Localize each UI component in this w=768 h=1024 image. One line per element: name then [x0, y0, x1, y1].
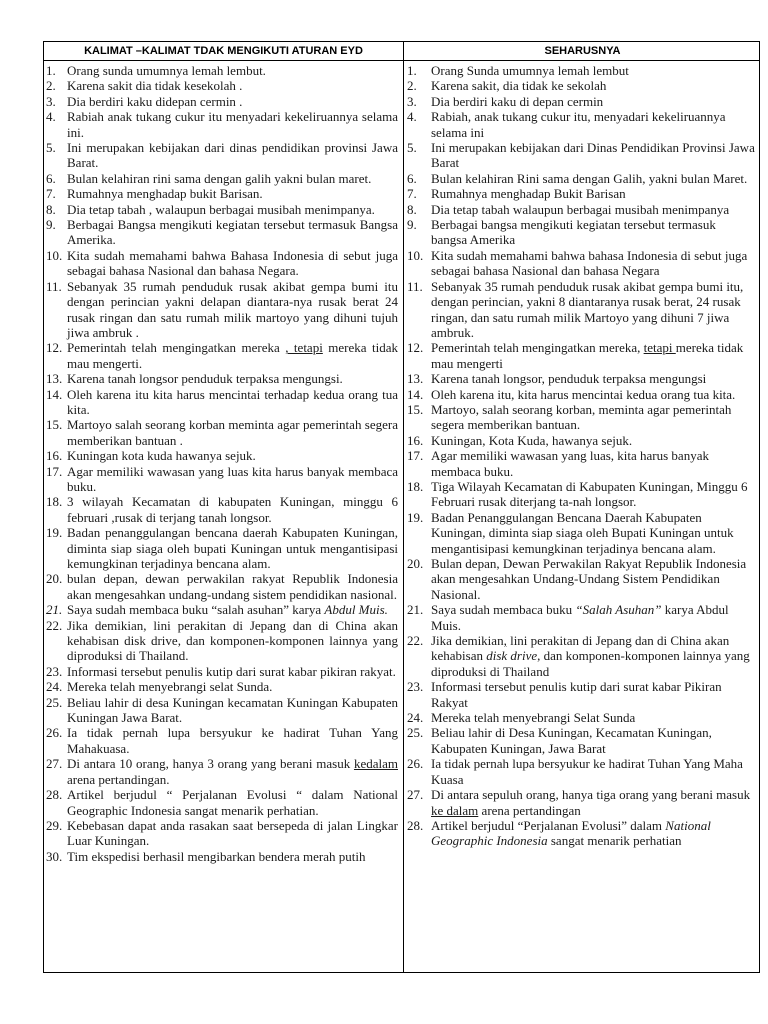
- item-number: 2.: [407, 78, 417, 94]
- text-run: Kita sudah memahami bahwa Bahasa Indonesia di sebut juga sebagai bahasa Nasional dan bahasa Negara.: [67, 247, 398, 279]
- text-run: Berbagai bangsa mengikuti kegiatan tersebut termasuk bangsa Amerika: [431, 217, 716, 248]
- text-run: Ia tidak pernah lupa bersyukur ke hadirat Tuhan Yang Maha Kuasa: [431, 756, 743, 787]
- text-run: Tiga Wilayah Kecamatan di Kabupaten Kuningan, Minggu 6 Februari rusak diterjang ta-nah longsor.: [431, 478, 748, 510]
- item-number: 15.: [46, 417, 63, 433]
- item-number: 13.: [407, 371, 424, 387]
- correct-sentence-item: [407, 710, 755, 725]
- item-number: 11.: [407, 278, 423, 294]
- incorrect-sentence-item: [46, 63, 398, 78]
- item-number: 8.: [46, 201, 56, 217]
- correct-sentence-item: [407, 94, 755, 109]
- text-run: Agar memiliki wawasan yang luas kita harus banyak membaca buku.: [67, 463, 398, 494]
- item-text: [67, 217, 398, 248]
- item-number: 1.: [407, 63, 417, 78]
- text-run: lini perakitan di Jepang dan di China akan kehabisan disk drive, dan komponen-komponen lainnya yang diproduksi di Thailand.: [67, 617, 398, 664]
- correct-sentence-item: [407, 433, 755, 448]
- correct-sentence-item: [407, 140, 755, 171]
- text-run: Badan penanggulangan bencana daerah Kabupaten Kuningan, diminta siap siaga oleh bupati Kuningan untuk mengantisipasi kemungkinan terjadinya bencana alam.: [67, 525, 398, 571]
- item-number: 19.: [407, 509, 424, 525]
- incorrect-sentence-item: [46, 818, 398, 849]
- incorrect-sentence-item: [46, 756, 398, 787]
- text-run: Ini merupakan kebijakan dari dinas pendidikan provinsi Jawa Barat.: [67, 140, 398, 171]
- item-text: [67, 494, 398, 525]
- item-text: [67, 340, 398, 371]
- text-run: Beliau lahir di Desa Kuningan, Kecamatan Kuningan, Kabupaten Kuningan, Jawa Barat: [431, 725, 712, 756]
- text-run: Dia berdiri kaku didepan cermin .: [67, 93, 243, 109]
- text-run: mereka tidak mau mengerti: [431, 340, 744, 371]
- item-number: 20.: [407, 556, 424, 571]
- text-run: Karena sakit dia tidak kesekolah .: [67, 78, 243, 94]
- text-run: kedalam: [353, 756, 398, 772]
- text-run: Jika demikian: [67, 617, 144, 633]
- item-text: [431, 140, 755, 171]
- item-text: [67, 525, 398, 571]
- correct-sentence-item: [407, 787, 755, 818]
- text-run: Bulan kelahiran rini sama dengan galih yakni bulan maret.: [67, 170, 372, 186]
- correct-sentence-item: [407, 279, 755, 341]
- item-text: [431, 787, 755, 818]
- item-number: 5.: [407, 140, 417, 156]
- item-number: 10.: [46, 247, 63, 263]
- item-text: [431, 818, 755, 849]
- incorrect-sentence-item: [46, 494, 398, 525]
- text-run: Pemerintah telah mengingatkan mereka,: [431, 340, 644, 356]
- item-text: [431, 633, 755, 679]
- text-run: Ia tidak pernah lupa bersyukur ke hadirat Tuhan Yang Mahakuasa.: [67, 725, 398, 756]
- incorrect-sentence-item: [46, 695, 398, 726]
- item-number: 1.: [46, 63, 56, 78]
- item-number: 17.: [407, 448, 424, 464]
- incorrect-sentence-item: [46, 417, 398, 448]
- item-number: 8.: [407, 201, 417, 217]
- text-run: bulan depan, dewan perwakilan rakyat Republik Indonesia akan mengesahkan undang-undang sistem pendidikan nasional.: [67, 571, 398, 602]
- item-text: [67, 448, 398, 463]
- item-text: [431, 248, 755, 279]
- item-text: [431, 109, 755, 140]
- text-run: Dia tetap tabah , walaupun berbagai musibah menimpanya.: [67, 201, 375, 217]
- incorrect-sentence-item: [46, 679, 398, 694]
- correct-sentence-item: [407, 340, 755, 371]
- text-run: Mereka telah menyebrangi selat Sunda.: [67, 679, 273, 695]
- text-run: disk drive: [486, 648, 538, 664]
- text-run: Beliau lahir di desa Kuningan kecamatan Kuningan Kabupaten Kuningan Jawa Barat.: [67, 694, 398, 726]
- text-run: Di antara sepuluh orang, hanya tiga orang yang berani masuk: [431, 787, 751, 803]
- text-run: Bulan depan, Dewan Perwakilan Rakyat Republik Indonesia akan mengesahkan Undang-Undang Sistem Pendidikan Nasional.: [431, 556, 747, 602]
- text-run: Berbagai Bangsa mengikuti kegiatan tersebut termasuk Bangsa Amerika.: [67, 217, 398, 248]
- incorrect-sentence-item: [46, 618, 398, 664]
- item-text: [67, 387, 398, 418]
- text-run: Kebebasan dapat anda rasakan saat bersepeda di jalan Lingkar Luar Kuningan.: [67, 817, 398, 849]
- correct-sentence-item: [407, 371, 755, 386]
- incorrect-sentence-item: [46, 664, 398, 679]
- item-text: [67, 371, 398, 386]
- item-number: 22.: [46, 617, 63, 633]
- text-run: Artikel berjudul “ Perjalanan Evolusi “ dalam National Geographic Indonesia sangat menarik perhatian.: [67, 787, 398, 818]
- item-number: 23.: [46, 663, 63, 679]
- incorrect-sentence-item: [46, 94, 398, 109]
- correct-sentence-item: [407, 510, 755, 556]
- item-text: [431, 371, 755, 386]
- correct-sentence-item: [407, 679, 755, 710]
- item-text: [431, 340, 755, 371]
- item-number: 12.: [46, 340, 63, 356]
- item-number: 25.: [407, 725, 424, 741]
- text-run: , tetapi: [285, 340, 323, 356]
- text-run: Karena tanah longsor, penduduk terpaksa mengungsi: [431, 371, 707, 387]
- item-text: [67, 171, 398, 186]
- item-text: [67, 140, 398, 171]
- incorrect-sentence-item: [46, 140, 398, 171]
- item-text: [67, 818, 398, 849]
- item-number: 3.: [407, 93, 417, 109]
- text-run: Ini merupakan kebijakan dari Dinas Pendidikan Provinsi Jawa Barat: [431, 140, 755, 171]
- item-number: 10.: [407, 247, 424, 263]
- item-text: [431, 202, 755, 217]
- item-text: [67, 756, 398, 787]
- item-text: [67, 849, 398, 864]
- item-number: 15.: [407, 401, 424, 417]
- text-run: Sebanyak 35 rumah penduduk rusak akibat gempa bumi itu dengan perincian yakni delapan diantara-nya rusak berat 24 rusak ringan dan satu rumah milik martoyo yang dihuni tujuh jiwa ambruk .: [67, 278, 398, 340]
- text-run: tetapi: [643, 340, 676, 356]
- text-run: Sebanyak 35 rumah penduduk rusak akibat gempa bumi itu, dengan perincian, yakni 8 diantaranya rusak berat, 24 rusak ringan, dan satu rumah milik Martoyo yang dihuni 7 jiwa ambruk.: [431, 278, 744, 340]
- header-incorrect-sentences: KALIMAT –KALIMAT TDAK MENGIKUTI ATURAN EYD: [84, 45, 363, 57]
- item-number: 14.: [407, 386, 424, 402]
- text-run: karya Abdul Muis.: [431, 602, 729, 633]
- text-run: Di antara 10 orang, hanya 3 orang yang berani masuk: [67, 756, 354, 772]
- text-run: Artikel berjudul “Perjalanan Evolusi” dalam: [431, 817, 666, 833]
- correct-sentence-item: [407, 171, 755, 186]
- item-text: [67, 417, 398, 448]
- item-text: [67, 202, 398, 217]
- item-text: [431, 171, 755, 186]
- item-text: [431, 479, 755, 510]
- item-number: 16.: [46, 448, 63, 464]
- text-run: Mereka telah menyebrangi Selat Sunda: [431, 710, 636, 726]
- incorrect-sentence-item: [46, 109, 398, 140]
- item-text: [431, 94, 755, 109]
- item-number: 14.: [46, 386, 63, 402]
- text-run: Kuningan kota kuda hawanya sejuk.: [67, 448, 256, 464]
- item-text: [431, 756, 755, 787]
- item-number: 13.: [46, 371, 63, 387]
- incorrect-sentence-item: [46, 571, 398, 602]
- item-text: [431, 279, 755, 341]
- incorrect-sentence-item: [46, 387, 398, 418]
- item-number: 4.: [407, 109, 417, 125]
- item-text: [67, 602, 398, 617]
- item-number: 6.: [46, 170, 56, 186]
- correct-sentence-item: [407, 109, 755, 140]
- incorrect-sentence-item: [46, 448, 398, 463]
- correct-sentence-item: [407, 78, 755, 93]
- correct-sentence-item: [407, 756, 755, 787]
- item-number: 6.: [407, 170, 417, 186]
- item-number: 18.: [46, 494, 63, 510]
- item-text: [431, 78, 755, 93]
- incorrect-sentence-item: [46, 217, 398, 248]
- item-text: [67, 618, 398, 664]
- incorrect-sentence-item: [46, 525, 398, 571]
- text-run: Informasi tersebut penulis kutip dari surat kabar pikiran rakyat.: [67, 663, 396, 679]
- text-run: Tim ekspedisi berhasil mengibarkan bendera merah putih: [67, 848, 366, 864]
- item-number: 2.: [46, 78, 56, 94]
- text-run: Saya sudah membaca buku “salah asuhan” karya: [67, 602, 325, 618]
- text-run: Kita sudah memahami bahwa bahasa Indonesia di sebut juga sebagai bahasa Nasional dan bahasa Negara: [431, 247, 748, 279]
- item-number: 29.: [46, 817, 63, 833]
- incorrect-sentence-item: [46, 725, 398, 756]
- text-run: Oleh karena itu, kita harus mencintai kedua orang tua kita.: [431, 386, 736, 402]
- item-number: 28.: [407, 817, 424, 833]
- text-run: Martoyo salah seorang korban meminta agar pemerintah segera memberikan bantuan .: [67, 417, 398, 448]
- text-run: lini perakitan di Jepang dan di China akan kehabisan: [431, 633, 730, 664]
- item-text: [431, 186, 755, 201]
- incorrect-sentence-item: [46, 171, 398, 186]
- item-text: [67, 63, 398, 78]
- correct-sentence-item: [407, 633, 755, 679]
- item-text: [67, 664, 398, 679]
- text-run: Rumahnya menghadap bukit Barisan.: [67, 186, 263, 202]
- item-text: [431, 710, 755, 725]
- item-number: 27.: [407, 787, 424, 803]
- text-run: 3 wilayah Kecamatan di kabupaten Kuningan, minggu 6 februari ,rusak di terjang tanah longsor.: [67, 494, 398, 525]
- item-text: [431, 217, 755, 248]
- text-run: Abdul Muis.: [324, 602, 388, 618]
- text-run: Badan Penanggulangan Bencana Daerah Kabupaten Kuningan, diminta siap siaga oleh Bupati Kuningan untuk mengantisipasi kemungkinan terjadinya bencana alam.: [431, 509, 734, 556]
- text-run: Jika demikian: [431, 633, 504, 649]
- text-run: sangat menarik perhatian: [547, 833, 682, 849]
- item-number: 20.: [46, 571, 63, 587]
- item-text: [67, 186, 398, 201]
- item-number: 17.: [46, 463, 63, 479]
- text-run: arena pertandingan: [478, 802, 581, 818]
- correct-sentence-item: [407, 186, 755, 201]
- item-number: 23.: [407, 679, 424, 695]
- item-number: 26.: [407, 756, 424, 772]
- item-number: 22.: [407, 633, 424, 649]
- item-number: 7.: [46, 186, 56, 202]
- text-run: Saya sudah membaca buku: [431, 602, 576, 618]
- correct-sentence-item: [407, 202, 755, 217]
- correct-sentence-item: [407, 248, 755, 279]
- text-run: Karena tanah longsor penduduk terpaksa mengungsi.: [67, 371, 343, 387]
- incorrect-sentence-item: [46, 464, 398, 495]
- header-correct-sentences: SEHARUSNYA: [544, 45, 621, 57]
- text-run: Bulan kelahiran Rini sama dengan Galih, yakni bulan Maret.: [431, 170, 748, 186]
- correct-sentence-item: [407, 217, 755, 248]
- item-text: [67, 109, 398, 140]
- text-run: National Geographic Indonesia: [431, 817, 711, 849]
- correct-sentence-item: [407, 818, 755, 849]
- text-run: Karena sakit, dia tidak ke sekolah: [431, 78, 607, 94]
- item-number: 5.: [46, 140, 56, 156]
- incorrect-sentences-column: [46, 63, 398, 864]
- correct-sentence-item: [407, 479, 755, 510]
- correct-sentence-item: [407, 448, 755, 479]
- item-number: 16.: [407, 432, 424, 448]
- header-divider: [44, 60, 759, 61]
- correct-sentence-item: [407, 602, 755, 633]
- item-text: [431, 510, 755, 556]
- text-run: Pemerintah telah mengingatkan mereka: [67, 340, 286, 356]
- text-run: Martoyo, salah seorang korban, meminta agar pemerintah segera memberikan bantuan.: [431, 401, 732, 433]
- item-text: [67, 571, 398, 602]
- item-text: [431, 448, 755, 479]
- text-run: Informasi tersebut penulis kutip dari surat kabar Pikiran Rakyat: [431, 679, 722, 710]
- incorrect-sentence-item: [46, 340, 398, 371]
- text-run: arena pertandingan.: [67, 771, 170, 787]
- correct-sentence-item: [407, 402, 755, 433]
- item-number: 26.: [46, 725, 63, 741]
- text-run: Rabiah anak tukang cukur itu menyadari kekeliruannya selama ini.: [67, 109, 398, 140]
- item-number: 11.: [46, 278, 62, 294]
- text-run: Dia tetap tabah walaupun berbagai musibah menimpanya: [431, 201, 730, 217]
- text-run: mereka tidak mau mengerti.: [67, 340, 398, 371]
- item-text: [67, 78, 398, 93]
- text-run: , dan komponen-komponen lainnya yang diproduksi di Thailand: [431, 648, 750, 679]
- item-text: [431, 433, 755, 448]
- item-number: 24.: [46, 679, 63, 695]
- correct-sentence-item: [407, 725, 755, 756]
- incorrect-sentence-item: [46, 787, 398, 818]
- item-text: [431, 556, 755, 602]
- item-number: 30.: [46, 848, 63, 864]
- text-run: Orang sunda umumnya lemah lembut.: [67, 63, 266, 78]
- incorrect-sentence-item: [46, 186, 398, 201]
- item-number: 19.: [46, 525, 63, 541]
- item-text: [431, 387, 755, 402]
- incorrect-sentence-item: [46, 202, 398, 217]
- item-text: [67, 248, 398, 279]
- correct-sentences-column: [407, 63, 755, 849]
- text-run: ,: [503, 633, 507, 649]
- item-text: [67, 695, 398, 726]
- incorrect-sentence-item: [46, 849, 398, 864]
- correct-sentence-item: [407, 63, 755, 78]
- item-number: 24.: [407, 710, 424, 726]
- item-number: 21.: [407, 602, 424, 618]
- incorrect-sentence-item: [46, 248, 398, 279]
- text-run: Orang Sunda umumnya lemah lembut: [431, 63, 629, 78]
- incorrect-sentence-item: [46, 78, 398, 93]
- item-number: 4.: [46, 109, 56, 125]
- item-text: [431, 679, 755, 710]
- incorrect-sentence-item: [46, 371, 398, 386]
- item-number: 7.: [407, 186, 417, 202]
- item-text: [431, 63, 755, 78]
- item-text: [67, 279, 398, 341]
- item-text: [67, 679, 398, 694]
- text-run: “Salah Asuhan”: [575, 602, 662, 618]
- item-number: 25.: [46, 694, 63, 710]
- item-number: 12.: [407, 340, 424, 356]
- incorrect-sentence-item: [46, 279, 398, 341]
- correct-sentence-item: [407, 556, 755, 602]
- text-run: ke dalam: [431, 802, 479, 818]
- correct-sentence-item: [407, 387, 755, 402]
- item-number: 28.: [46, 787, 63, 803]
- item-text: [431, 402, 755, 433]
- item-text: [431, 602, 755, 633]
- column-divider: [403, 42, 404, 972]
- item-text: [431, 725, 755, 756]
- text-run: Rabiah, anak tukang cukur itu, menyadari kekeliruannya selama ini: [431, 109, 726, 140]
- item-number: 18.: [407, 478, 424, 494]
- item-text: [67, 787, 398, 818]
- item-number: 9.: [407, 217, 417, 233]
- item-number: 27.: [46, 756, 63, 772]
- item-text: [67, 464, 398, 495]
- text-run: ,: [143, 617, 147, 633]
- text-run: Agar memiliki wawasan yang luas, kita harus banyak membaca buku.: [431, 448, 709, 479]
- text-run: Dia berdiri kaku di depan cermin: [431, 93, 604, 109]
- text-run: Rumahnya menghadap Bukit Barisan: [431, 186, 626, 202]
- item-number: 21.: [46, 602, 63, 618]
- comparison-table: [43, 41, 760, 973]
- item-text: [67, 725, 398, 756]
- item-number: 9.: [46, 217, 56, 233]
- text-run: Oleh karena itu kita harus mencintai terhadap kedua orang tua kita.: [67, 386, 398, 417]
- incorrect-sentence-item: [46, 602, 398, 617]
- text-run: Kuningan, Kota Kuda, hawanya sejuk.: [431, 432, 633, 448]
- item-text: [67, 94, 398, 109]
- item-number: 3.: [46, 93, 56, 109]
